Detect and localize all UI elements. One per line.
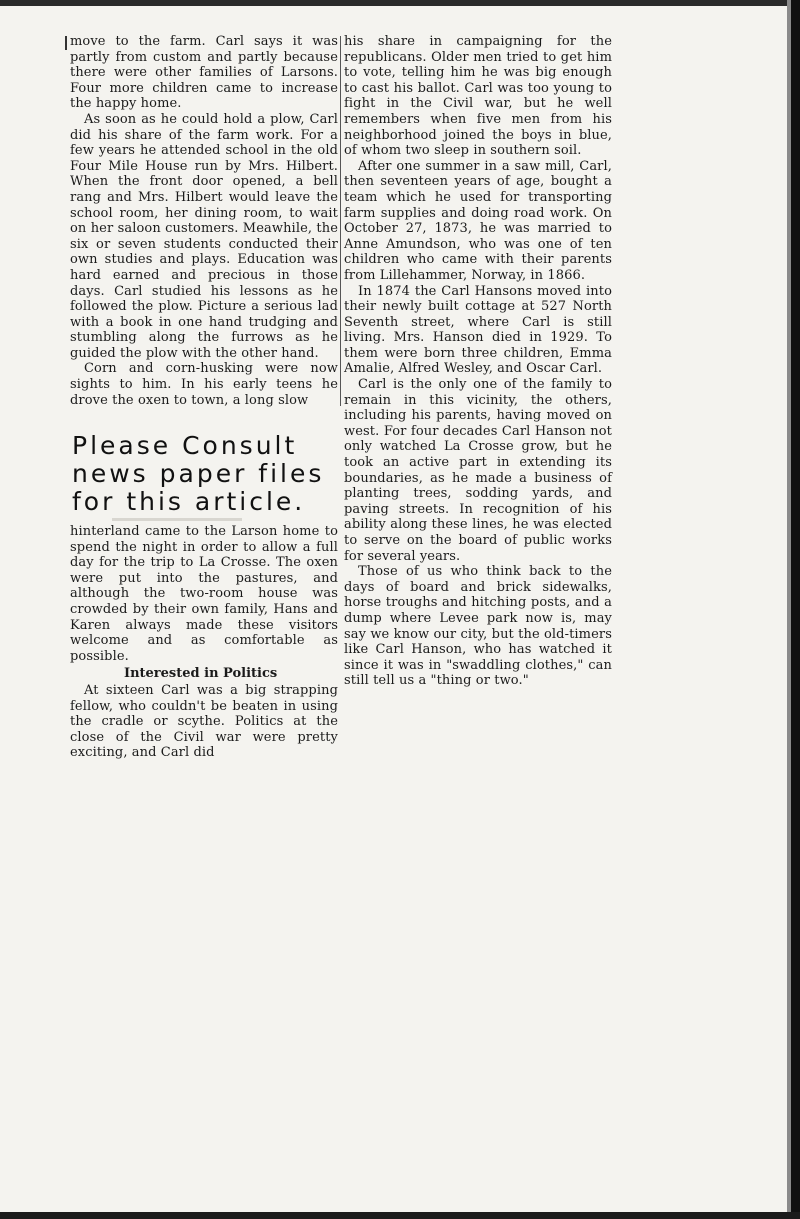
column-rule-left xyxy=(65,36,67,50)
article-paragraph: his share in campaigning for the republicans. Older men tried to get him to vote, telling him he was big enough to cast his ballot. Carl was too young to fight in the Civil war, but he well remembers when five men from his neighborhood joined the boys in blue, of whom two sleep in southern soil. xyxy=(344,34,612,159)
scan-edge-bottom xyxy=(0,1212,800,1219)
handwritten-notice xyxy=(72,432,342,518)
notice-line: for this article. xyxy=(72,487,306,516)
article-paragraph: move to the farm. Carl says it was partly from custom and partly because there were other families of Larsons. Four more children came to increase the happy home. xyxy=(70,34,338,112)
scan-edge-right xyxy=(791,0,800,1219)
scan-edge-top xyxy=(0,0,800,6)
article-paragraph: hinterland came to the Larson home to spend the night in order to allow a full day for the trip to La Crosse. The oxen were put into the pastures, and although the two-room house was crowded by their own family, Hans and Karen always made these visitors welcome and as comfortable as possible. xyxy=(70,524,338,664)
left-column xyxy=(70,34,338,408)
article-paragraph: Carl is the only one of the family to remain in this vicinity, the others, including his parents, having moved on west. For four decades Carl Hanson not only watched La Crosse grow, but he took an active part in extending its boundaries, as he made a business of planting trees, sodding yards, and paving streets. In recognition of his ability along these lines, he was elected to serve on the board of public works for several years. xyxy=(344,377,612,564)
article-paragraph: At sixteen Carl was a big strapping fellow, who couldn't be beaten in using the cradle or scythe. Politics at the close of the Civil war were pretty exciting, and Carl did xyxy=(70,682,338,761)
right-column xyxy=(344,34,612,689)
notice-line: Please Consult xyxy=(72,431,298,460)
article-paragraph: As soon as he could hold a plow, Carl did his share of the farm work. For a few years he attended school in the old Four Mile House run by Mrs. Hilbert. When the front door opened, a bell rang and Mrs. Hilbert would leave the school room, her dining room, to wait on her saloon customers. Meawhile, the six or seven students conducted their own studies and plays. Education was hard earned and precious in those days. Carl studied his lessons as he followed the plow. Picture a serious lad with a book in one hand trudging and stumbling along the furrows as he guided the plow with the other hand. xyxy=(70,111,338,361)
notice-line: news paper files xyxy=(72,459,325,488)
article-paragraph: Those of us who think back to the days of board and brick sidewalks, horse troughs and hitching posts, and a dump where Levee park now is, may say we know our city, but the old-timers like Carl Hanson, who has watched it since it was in "swaddling clothes," can still tell us a "thing or two." xyxy=(344,564,612,689)
section-subhead: Interested in Politics xyxy=(124,666,278,682)
article-paragraph: After one summer in a saw mill, Carl, then seventeen years of age, bought a team which he used for transporting farm supplies and doing road work. On October 27, 1873, he was married to Anne Amundson, who was one of ten children who came with their parents from Lillehammer, Norway, in 1866. xyxy=(344,158,612,283)
column-rule-middle xyxy=(340,36,341,406)
article-paragraph: In 1874 the Carl Hansons moved into their newly built cottage at 527 North Seventh street, where Carl is still living. Mrs. Hanson died in 1929. To them were born three children, Emma Amalie, Alfred Wesley, and Oscar Carl. xyxy=(344,283,612,377)
scan-smudge xyxy=(112,518,242,521)
article-paragraph: Corn and corn-husking were now sights to him. In his early teens he drove the oxen to town, a long slow xyxy=(70,361,338,408)
left-column-continued xyxy=(70,524,338,761)
